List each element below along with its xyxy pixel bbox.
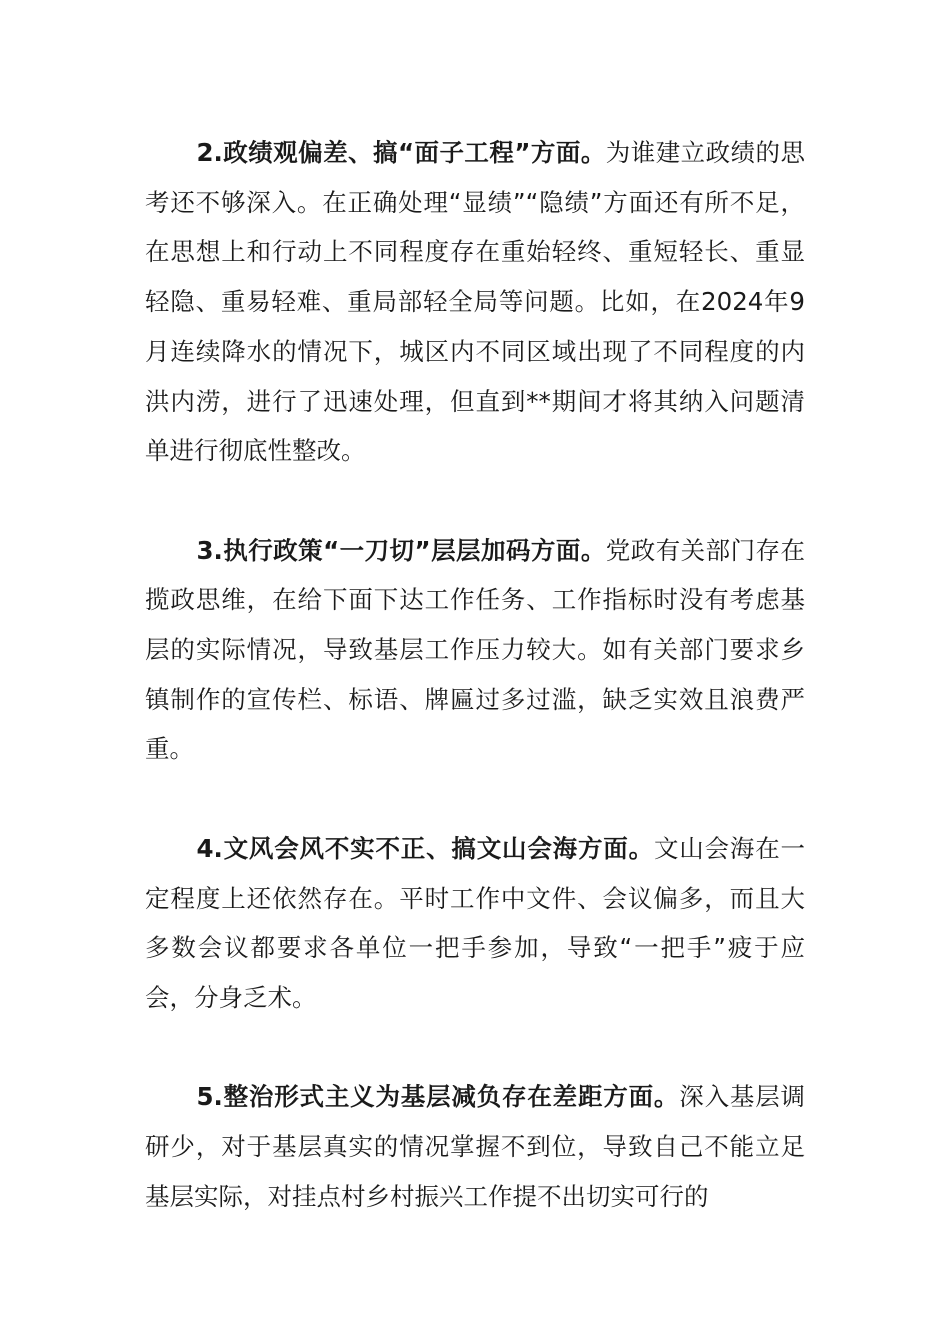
paragraph-heading: 5.整治形式主义为基层减负存在差距方面。: [196, 1082, 680, 1112]
paragraph-heading: 2.政绩观偏差、搞“面子工程”方面。: [196, 138, 606, 167]
document-body: [145, 128, 805, 1271]
paragraph-heading: 3.执行政策“一刀切”层层加码方面。: [196, 535, 606, 565]
paragraph-item-4: [145, 824, 805, 1023]
paragraph-text: 文山会海在一定程度上还依然存在。平时工作中文件、会议偏多，而且大多数会议都要求各单位一把手参加，导致“一把手”疲于应会，分身乏术。: [145, 833, 806, 1012]
paragraph-heading: 4.文风会风不实不正、搞文山会海方面。: [196, 833, 654, 863]
paragraph-text: 深入基层调研少，对于基层真实的情况掌握不到位，导致自己不能立足基层实际，对挂点村乡村振兴工作提不出切实可行的: [145, 1082, 806, 1211]
paragraph-text: 党政有关部门存在揽政思维，在给下面下达工作任务、工作指标时没有考虑基层的实际情况，导致基层工作压力较大。如有关部门要求乡镇制作的宣传栏、标语、牌匾过多过滥，缺乏实效且浪费严重。: [145, 535, 806, 764]
paragraph-text: 为谁建立政绩的思考还不够深入。在正确处理“显绩”“隐绩”方面还有所不足，在思想上和行动上不同程度存在重始轻终、重短轻长、重显轻隐、重易轻难、重局部轻全局等问题。比如，在2024年9月连续降水的情况下，城区内不同区域出现了不同程度的内洪内涝，进行了迅速处理，但直到**期间才将其纳入问题清单进行彻底性整改。: [145, 138, 806, 466]
paragraph-item-2: [145, 128, 805, 476]
paragraph-item-5: [145, 1072, 805, 1221]
paragraph-item-3: [145, 526, 805, 775]
